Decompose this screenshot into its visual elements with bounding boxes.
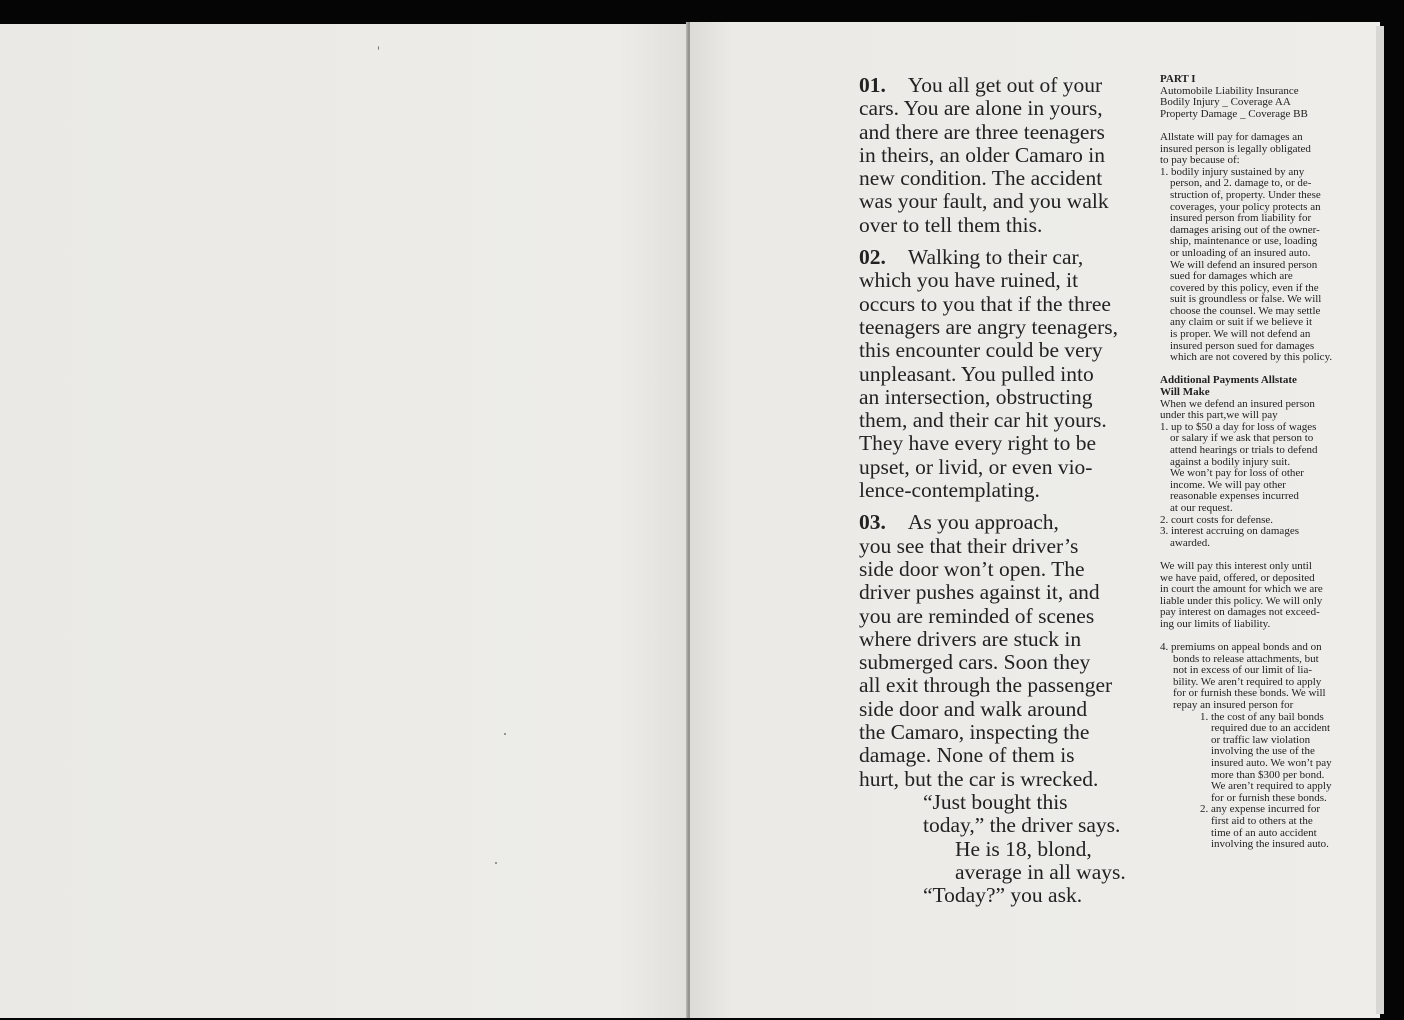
- policy-line: coverages, your policy protects an: [1170, 200, 1321, 213]
- policy-line: 1. the cost of any bail bonds: [1200, 710, 1324, 723]
- policy-line: time of an auto accident: [1211, 826, 1317, 839]
- text-line: over to tell them this.: [859, 212, 1043, 237]
- policy-line: bility. We aren’t required to apply: [1173, 675, 1322, 688]
- dialogue-line: “Just bought this: [923, 789, 1068, 814]
- policy-line: We will pay this interest only until: [1160, 559, 1312, 572]
- text-line: an intersection, obstructing: [859, 384, 1093, 409]
- policy-line: We won’t pay for loss of other: [1170, 467, 1304, 480]
- text-line: side door won’t open. The: [859, 556, 1085, 581]
- policy-line: 2. any expense incurred for: [1200, 803, 1321, 816]
- policy-line: liable under this policy. We will only: [1160, 594, 1323, 607]
- policy-line: in court the amount for which we are: [1160, 583, 1323, 596]
- policy-line: 4. premiums on appeal bonds and on: [1160, 641, 1322, 654]
- policy-line: pay interest on damages not exceed-: [1160, 606, 1320, 619]
- text-line: which you have ruined, it: [859, 268, 1079, 293]
- policy-line: awarded.: [1170, 536, 1211, 549]
- section-heading: Additional Payments Allstate: [1160, 374, 1297, 387]
- policy-line: insured person sued for damages: [1170, 339, 1315, 352]
- policy-line: 2. court costs for defense.: [1160, 513, 1274, 526]
- paragraph-number: 01.: [859, 73, 886, 97]
- text-line: you see that their driver’s: [859, 533, 1079, 558]
- text-line: you are reminded of scenes: [859, 603, 1095, 628]
- text-line: them, and their car hit yours.: [859, 408, 1107, 433]
- dialogue-line: average in all ways.: [955, 859, 1126, 884]
- part-heading: PART I: [1160, 73, 1196, 85]
- paragraph-01: [859, 74, 1159, 237]
- text-line: teenagers are angry teenagers,: [859, 314, 1119, 339]
- dialogue-line: He is 18, blond,: [955, 836, 1092, 861]
- text-line: the Camaro, inspecting the: [859, 720, 1090, 745]
- paragraph-03: [859, 511, 1159, 907]
- policy-line: struction of, property. Under these: [1170, 188, 1321, 201]
- policy-line: to pay because of:: [1160, 154, 1240, 167]
- policy-line: or traffic law violation: [1211, 733, 1311, 746]
- policy-line: for or furnish these bonds. We will: [1173, 687, 1326, 700]
- paper-speck: [495, 862, 497, 864]
- text-line: They have every right to be: [859, 431, 1097, 456]
- policy-line: damages arising out of the owner-: [1170, 223, 1320, 236]
- policy-line: more than $300 per bond.: [1211, 768, 1325, 781]
- page-edges: [1376, 26, 1384, 1014]
- policy-line: person, and 2. damage to, or de-: [1170, 177, 1312, 190]
- policy-line: We will defend an insured person: [1170, 258, 1318, 271]
- policy-line: any claim or suit if we believe it: [1170, 316, 1313, 329]
- policy-line: reasonable expenses incurred: [1170, 490, 1299, 503]
- section-heading: Will Make: [1160, 386, 1210, 399]
- story-column: [859, 74, 1159, 916]
- policy-line: required due to an accident: [1211, 722, 1331, 735]
- policy-line: repay an insured person for: [1173, 699, 1294, 712]
- text-line: damage. None of them is: [859, 743, 1075, 768]
- text-line: where drivers are stuck in: [859, 626, 1082, 651]
- text-line: upset, or livid, or even vio-: [859, 454, 1093, 479]
- heading-line: Property Damage _ Coverage BB: [1160, 107, 1308, 120]
- heading-line: Bodily Injury _ Coverage AA: [1160, 96, 1291, 109]
- text-line: all exit through the passenger: [859, 673, 1113, 698]
- text-line: in theirs, an older Camaro in: [859, 142, 1105, 167]
- policy-line: ship, maintenance or use, loading: [1170, 235, 1318, 248]
- text-line: driver pushes against it, and: [859, 580, 1100, 605]
- policy-line: 1. up to $50 a day for loss of wages: [1160, 420, 1317, 433]
- left-page: [0, 24, 688, 1018]
- policy-line: sued for damages which are: [1170, 270, 1293, 283]
- text-line: unpleasant. You pulled into: [859, 361, 1094, 386]
- paper-speck: [504, 733, 506, 735]
- text-line: and there are three teenagers: [859, 119, 1105, 144]
- policy-line: suit is groundless or false. We will: [1170, 293, 1322, 306]
- text-line: this encounter could be very: [859, 338, 1103, 363]
- policy-line: or salary if we ask that person to: [1170, 432, 1314, 445]
- policy-line: ing our limits of liability.: [1160, 617, 1271, 630]
- paragraph-number: 02.: [859, 245, 886, 270]
- policy-line: involving the insured auto.: [1211, 838, 1329, 851]
- policy-line: covered by this policy, even if the: [1170, 281, 1319, 294]
- policy-line: Allstate will pay for damages an: [1160, 130, 1303, 143]
- policy-sidebar: [1160, 74, 1350, 851]
- paper-speck: [378, 46, 379, 50]
- text-line: You all get out of your: [907, 73, 1103, 97]
- policy-line: insured person is legally obligated: [1160, 142, 1311, 155]
- policy-line: under this part,we will pay: [1160, 409, 1278, 422]
- text-line: Walking to their car,: [907, 245, 1084, 270]
- policy-line: is proper. We will not defend an: [1170, 328, 1311, 341]
- policy-line: or unloading of an insured auto.: [1170, 246, 1311, 259]
- policy-line: at our request.: [1170, 501, 1233, 514]
- paragraph-number: 03.: [859, 510, 886, 535]
- policy-line: We aren’t required to apply: [1211, 780, 1332, 793]
- text-line: As you approach,: [907, 510, 1059, 535]
- dialogue-line: “Today?” you ask.: [923, 883, 1083, 908]
- paragraph-02: [859, 246, 1159, 502]
- policy-line: income. We will pay other: [1170, 478, 1286, 491]
- policy-line: 3. interest accruing on damages: [1160, 525, 1299, 538]
- policy-line: for or furnish these bonds.: [1211, 791, 1327, 804]
- policy-line: not in excess of our limit of lia-: [1173, 664, 1312, 677]
- policy-line: which are not covered by this policy.: [1170, 351, 1333, 364]
- policy-line: against a bodily injury suit.: [1170, 455, 1291, 468]
- policy-line: bonds to release attachments, but: [1173, 652, 1319, 665]
- text-line: cars. You are alone in yours,: [859, 96, 1103, 121]
- text-line: submerged cars. Soon they: [859, 650, 1091, 675]
- dialogue-line: today,” the driver says.: [923, 813, 1121, 838]
- text-line: lence-contemplating.: [859, 478, 1040, 503]
- text-line: occurs to you that if the three: [859, 291, 1111, 316]
- policy-line: When we defend an insured person: [1160, 397, 1315, 410]
- text-line: side door and walk around: [859, 696, 1088, 721]
- policy-line: choose the counsel. We may settle: [1170, 304, 1321, 317]
- policy-line: insured person from liability for: [1170, 212, 1312, 225]
- text-line: was your fault, and you walk: [859, 189, 1109, 214]
- heading-line: Automobile Liability Insurance: [1160, 84, 1299, 97]
- text-line: new condition. The accident: [859, 166, 1103, 191]
- policy-line: involving the use of the: [1211, 745, 1315, 758]
- policy-line: first aid to others at the: [1211, 815, 1313, 827]
- policy-line: we have paid, offered, or deposited: [1160, 571, 1315, 584]
- policy-line: 1. bodily injury sustained by any: [1160, 165, 1305, 178]
- policy-line: attend hearings or trials to defend: [1170, 444, 1318, 456]
- text-line: hurt, but the car is wrecked.: [859, 766, 1099, 791]
- policy-line: insured auto. We won’t pay: [1211, 757, 1332, 770]
